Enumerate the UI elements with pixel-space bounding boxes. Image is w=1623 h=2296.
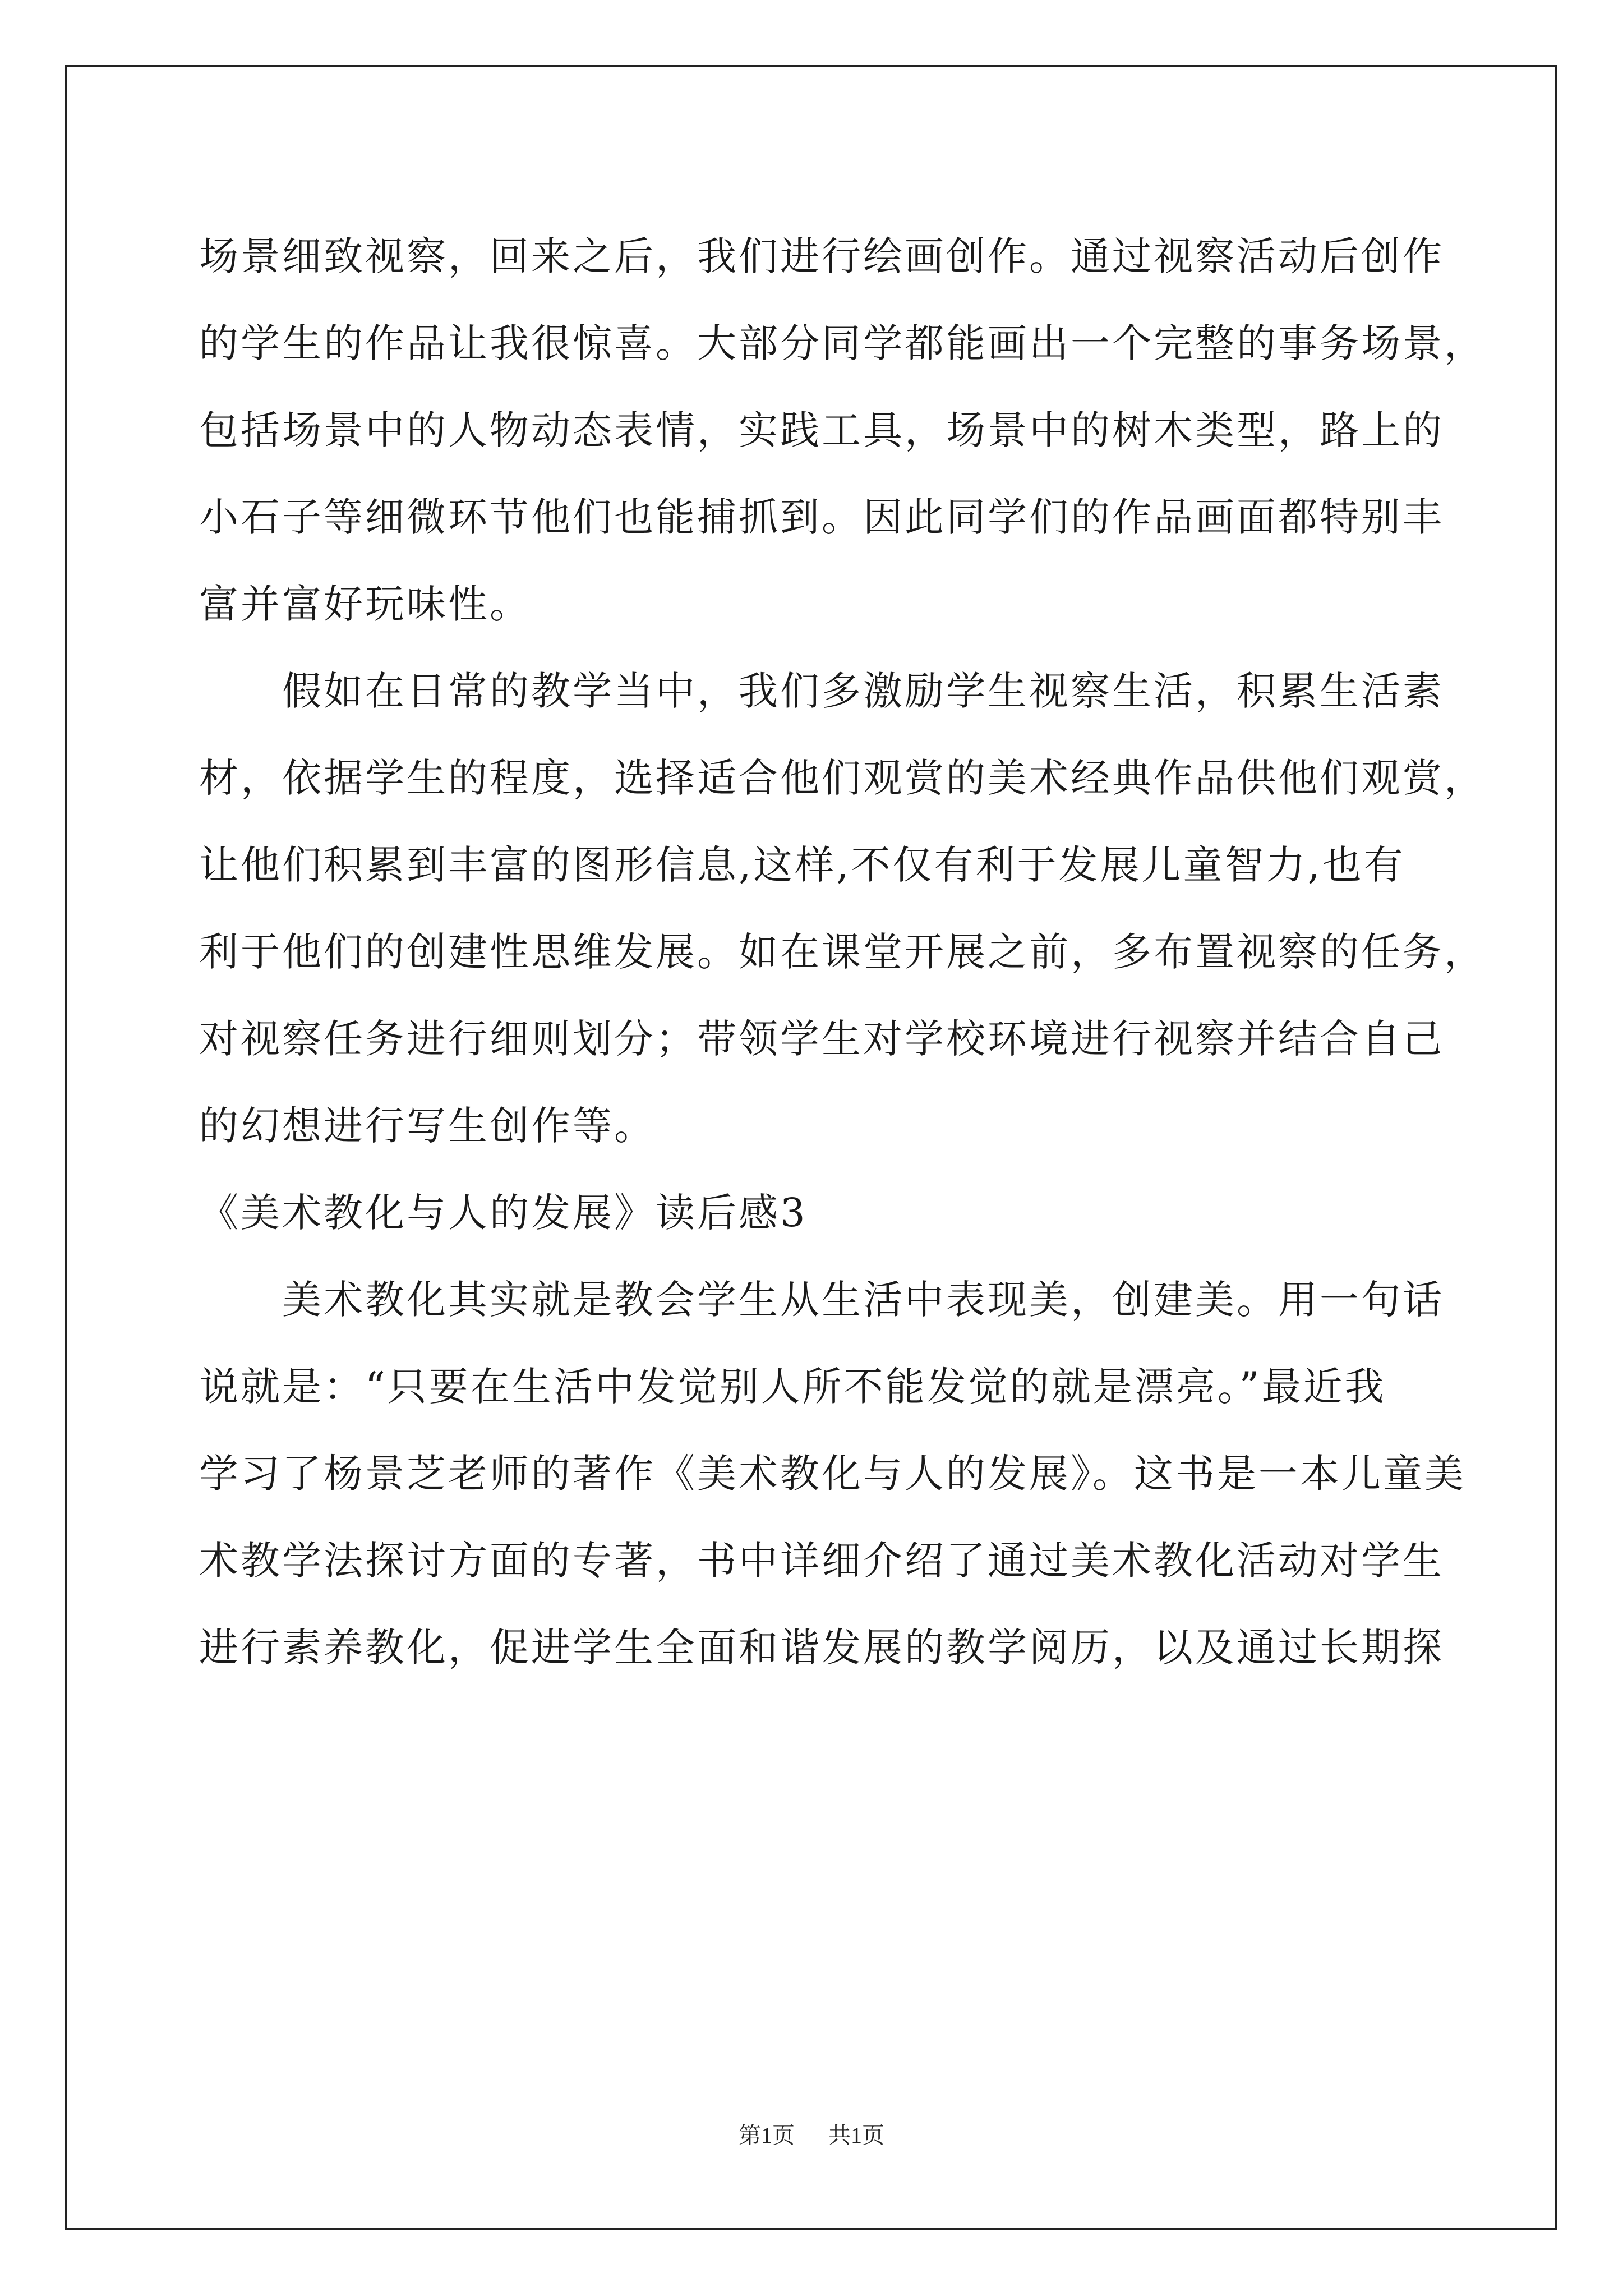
text-line: 进行素养教化，促进学生全面和谐发展的教学阅历，以及通过长期探 [199, 1625, 1444, 1671]
text-line: 小石子等细微环节他们也能捕抓到。因此同学们的作品画面都特别丰 [199, 494, 1444, 540]
text-line: 学习了杨景芝老师的著作《美术教化与人的发展》。这书是一本儿童美 [199, 1451, 1466, 1497]
text-line: 的学生的作品让我很惊喜。大部分同学都能画出一个完整的事务场景， [199, 320, 1486, 366]
text-line: 术教学法探讨方面的专著，书中详细介绍了通过美术教化活动对学生 [199, 1538, 1444, 1584]
page-footer [0, 2118, 1623, 2150]
page-number: 第1页 [739, 2123, 795, 2148]
text-line: 材，依据学生的程度，选择适合他们观赏的美术经典作品供他们观赏， [199, 755, 1486, 801]
text-line: 富并富好玩味性。 [199, 581, 531, 627]
text-line: 说就是：“只要在生活中发觉别人所不能发觉的就是漂亮。”最近我 [199, 1364, 1386, 1410]
document-body [199, 213, 1486, 1691]
page-total: 共1页 [828, 2123, 884, 2148]
text-line: 美术教化其实就是教会学生从生活中表现美，创建美。用一句话 [282, 1277, 1444, 1323]
text-line: 假如在日常的教学当中，我们多激励学生视察生活，积累生活素 [282, 668, 1444, 714]
section-heading: 《美术教化与人的发展》读后感3 [199, 1190, 808, 1236]
text-line: 让他们积累到丰富的图形信息,这样,不仅有利于发展儿童智力,也有 [199, 842, 1405, 888]
text-line: 利于他们的创建性思维发展。如在课堂开展之前，多布置视察的任务， [199, 929, 1486, 975]
text-line: 场景细致视察，回来之后，我们进行绘画创作。通过视察活动后创作 [199, 233, 1444, 279]
text-line: 的幻想进行写生创作等。 [199, 1103, 656, 1149]
text-line: 对视察任务进行细则划分；带领学生对学校环境进行视察并结合自己 [199, 1016, 1444, 1062]
text-line: 包括场景中的人物动态表情，实践工具，场景中的树木类型，路上的 [199, 407, 1444, 453]
